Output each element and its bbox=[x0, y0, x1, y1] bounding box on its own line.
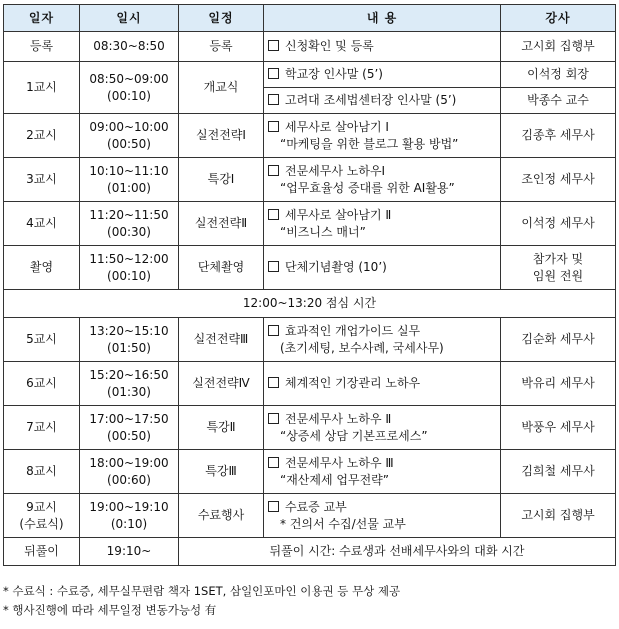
time-cell bbox=[80, 450, 179, 494]
header-event: 일정 bbox=[179, 5, 264, 32]
lunch-cell: 12:00~13:20 점심 시간 bbox=[4, 290, 616, 318]
event-cell: 단체촬영 bbox=[179, 246, 264, 290]
time-range: 13:20~15:10 bbox=[89, 323, 169, 338]
lecturer-cell: 이석정 회장 bbox=[501, 62, 616, 88]
time-cell bbox=[80, 62, 179, 114]
lunch-row bbox=[4, 290, 616, 318]
header-time: 일시 bbox=[80, 5, 179, 32]
table-row bbox=[4, 318, 616, 362]
table-row bbox=[4, 538, 616, 566]
lecturer-cell: 이석정 세무사 bbox=[501, 202, 616, 246]
time-duration: (0:10) bbox=[110, 516, 148, 531]
lecturer-cell: 박풍우 세무사 bbox=[501, 406, 616, 450]
time-cell: 08:30~8:50 bbox=[80, 32, 179, 62]
content-cell: 뒤풀이 시간: 수료생과 선배세무사와의 대화 시간 bbox=[179, 538, 616, 566]
time-duration: (01:30) bbox=[107, 384, 151, 399]
content-title: 수료증 교부 bbox=[285, 499, 347, 514]
lecturer-line: 임원 전원 bbox=[532, 268, 584, 283]
lecturer-cell bbox=[501, 246, 616, 290]
header-row bbox=[4, 5, 616, 32]
day-line: (수료식) bbox=[19, 516, 64, 531]
lecturer-cell: 박종수 교수 bbox=[501, 88, 616, 114]
time-duration: (00:50) bbox=[107, 428, 151, 443]
checkbox-icon bbox=[268, 209, 279, 220]
content-title: 전문세무사 노하우Ⅰ bbox=[285, 163, 386, 178]
table-row bbox=[4, 62, 616, 88]
content-subtitle: “상증세 상담 기본프로세스” bbox=[280, 428, 428, 443]
day-cell: 7교시 bbox=[4, 406, 80, 450]
content-cell bbox=[264, 158, 501, 202]
checkbox-icon bbox=[268, 325, 279, 336]
content-title: 전문세무사 노하우 Ⅱ bbox=[285, 411, 392, 426]
time-cell bbox=[80, 494, 179, 538]
footnote: * 행사진행에 따라 세무일정 변동가능성 有 bbox=[3, 603, 217, 617]
time-duration: (00:50) bbox=[107, 136, 151, 151]
event-cell: 등록 bbox=[179, 32, 264, 62]
time-cell bbox=[80, 246, 179, 290]
lecturer-cell: 김순화 세무사 bbox=[501, 318, 616, 362]
event-cell: 실전전략Ⅲ bbox=[179, 318, 264, 362]
event-cell: 수료행사 bbox=[179, 494, 264, 538]
checkbox-icon bbox=[268, 261, 279, 272]
day-cell: 6교시 bbox=[4, 362, 80, 406]
day-cell: 뒤풀이 bbox=[4, 538, 80, 566]
time-duration: (01:50) bbox=[107, 340, 151, 355]
time-duration: (01:00) bbox=[107, 180, 151, 195]
content-title: 전문세무사 노하우 Ⅲ bbox=[285, 455, 394, 470]
lecturer-cell: 고시회 집행부 bbox=[501, 494, 616, 538]
checkbox-icon bbox=[268, 165, 279, 176]
checkbox-icon bbox=[268, 457, 279, 468]
table-row bbox=[4, 114, 616, 158]
content-text: 단체기념촬영 (10’) bbox=[285, 260, 387, 274]
content-subtitle: “재산제세 업무전략” bbox=[280, 472, 389, 487]
event-cell: 실전전략Ⅱ bbox=[179, 202, 264, 246]
day-cell: 촬영 bbox=[4, 246, 80, 290]
lecturer-cell: 고시회 집행부 bbox=[501, 32, 616, 62]
content-text: 학교장 인사말 (5’) bbox=[285, 67, 383, 81]
content-text: 신청확인 및 등록 bbox=[285, 39, 374, 53]
time-range: 08:50~09:00 bbox=[89, 71, 169, 86]
day-cell: 등록 bbox=[4, 32, 80, 62]
content-cell bbox=[264, 362, 501, 406]
content-cell bbox=[264, 450, 501, 494]
day-cell: 2교시 bbox=[4, 114, 80, 158]
content-text: 고려대 조세법센터장 인사말 (5’) bbox=[285, 93, 457, 107]
content-subtitle: “비즈니스 매너” bbox=[280, 224, 366, 239]
event-cell: 실전전략Ⅳ bbox=[179, 362, 264, 406]
time-cell bbox=[80, 406, 179, 450]
time-range: 18:00~19:00 bbox=[89, 455, 169, 470]
event-cell: 특강Ⅱ bbox=[179, 406, 264, 450]
header-content: 내 용 bbox=[264, 5, 501, 32]
lecturer-cell: 박유리 세무사 bbox=[501, 362, 616, 406]
lecturer-cell: 김희철 세무사 bbox=[501, 450, 616, 494]
schedule-table bbox=[3, 4, 616, 566]
checkbox-icon bbox=[268, 413, 279, 424]
time-duration: (00:10) bbox=[107, 88, 151, 103]
content-title: 세무사로 살아남기 Ⅰ bbox=[285, 119, 389, 134]
day-cell: 3교시 bbox=[4, 158, 80, 202]
time-cell bbox=[80, 362, 179, 406]
table-row bbox=[4, 406, 616, 450]
table-row bbox=[4, 494, 616, 538]
footnotes bbox=[3, 582, 400, 620]
time-cell bbox=[80, 158, 179, 202]
time-range: 17:00~17:50 bbox=[89, 411, 169, 426]
event-cell: 실전전략Ⅰ bbox=[179, 114, 264, 158]
time-range: 09:00~10:00 bbox=[89, 119, 169, 134]
day-cell: 5교시 bbox=[4, 318, 80, 362]
lecturer-line: 참가자 및 bbox=[532, 251, 584, 266]
footnote: * 수료식 : 수료증, 세무실무편람 책자 1SET, 삼일인포마인 이용권 등 무상 제공 bbox=[3, 584, 401, 598]
time-range: 15:20~16:50 bbox=[89, 367, 169, 382]
time-cell bbox=[80, 114, 179, 158]
event-cell: 특강Ⅲ bbox=[179, 450, 264, 494]
table-row bbox=[4, 32, 616, 62]
header-day: 일자 bbox=[4, 5, 80, 32]
day-line: 9교시 bbox=[26, 499, 57, 514]
time-cell: 19:10~ bbox=[80, 538, 179, 566]
header-lecturer: 강사 bbox=[501, 5, 616, 32]
table-row bbox=[4, 246, 616, 290]
content-subtitle: (초기세팅, 보수사례, 국세사무) bbox=[280, 340, 444, 355]
time-range: 10:10~11:10 bbox=[89, 163, 169, 178]
content-cell bbox=[264, 62, 501, 88]
table-row bbox=[4, 450, 616, 494]
content-cell bbox=[264, 318, 501, 362]
time-cell bbox=[80, 318, 179, 362]
time-range: 11:50~12:00 bbox=[89, 251, 169, 266]
content-cell bbox=[264, 406, 501, 450]
time-duration: (00:10) bbox=[107, 268, 151, 283]
table-row bbox=[4, 202, 616, 246]
lecturer-cell: 김종후 세무사 bbox=[501, 114, 616, 158]
table-row bbox=[4, 158, 616, 202]
checkbox-icon bbox=[268, 68, 279, 79]
content-subtitle: “업무효율성 증대를 위한 AI활용” bbox=[280, 180, 455, 195]
content-cell bbox=[264, 114, 501, 158]
content-cell bbox=[264, 202, 501, 246]
time-cell bbox=[80, 202, 179, 246]
day-cell bbox=[4, 494, 80, 538]
content-title: 세무사로 살아남기 Ⅱ bbox=[285, 207, 392, 222]
table-row bbox=[4, 362, 616, 406]
time-duration: (00:30) bbox=[107, 224, 151, 239]
event-cell: 특강Ⅰ bbox=[179, 158, 264, 202]
time-range: 19:00~19:10 bbox=[89, 499, 169, 514]
time-duration: (00:60) bbox=[107, 472, 151, 487]
content-cell bbox=[264, 32, 501, 62]
content-title: 효과적인 개업가이드 실무 bbox=[285, 323, 421, 338]
checkbox-icon bbox=[268, 40, 279, 51]
lecturer-cell: 조인정 세무사 bbox=[501, 158, 616, 202]
checkbox-icon bbox=[268, 121, 279, 132]
content-text: 체계적인 기장관리 노하우 bbox=[285, 376, 421, 390]
content-cell bbox=[264, 88, 501, 114]
content-subtitle: * 건의서 수집/선물 교부 bbox=[280, 516, 406, 531]
time-range: 11:20~11:50 bbox=[89, 207, 169, 222]
checkbox-icon bbox=[268, 377, 279, 388]
day-cell: 1교시 bbox=[4, 62, 80, 114]
checkbox-icon bbox=[268, 501, 279, 512]
content-cell bbox=[264, 494, 501, 538]
day-cell: 8교시 bbox=[4, 450, 80, 494]
content-subtitle: “마케팅을 위한 블로그 활용 방법” bbox=[280, 136, 459, 151]
checkbox-icon bbox=[268, 94, 279, 105]
day-cell: 4교시 bbox=[4, 202, 80, 246]
content-cell bbox=[264, 246, 501, 290]
event-cell: 개교식 bbox=[179, 62, 264, 114]
